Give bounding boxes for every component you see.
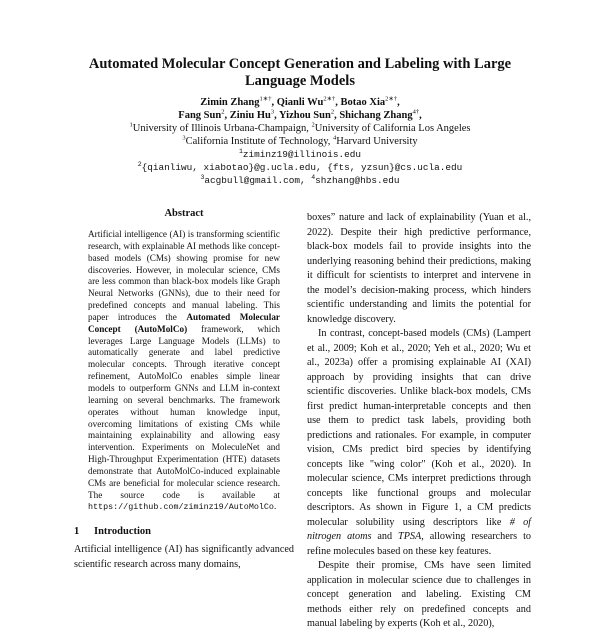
left-column bbox=[74, 208, 294, 572]
author-sup: 1∗† bbox=[259, 95, 272, 103]
section-title: Introduction bbox=[94, 526, 151, 538]
intro-paragraph: Artificial intelligence (AI) has significantly advanced scientific research across many domains, bbox=[74, 544, 294, 570]
affiliation-line-1: $^1$University of Illinois Urbana-Champaign, $^2$University of California Los Angeles bbox=[129, 121, 471, 134]
author-name: Ziniu Hu bbox=[229, 110, 271, 121]
abstract-heading: Abstract bbox=[164, 208, 204, 219]
author-name: Fang Sun bbox=[178, 110, 222, 121]
authors-line-1: Zimin Zhang$^{1∗\dagger}$, Qianli $Wu^{2∗\dagger}$, Botao Xia$^{2∗\dagger}$, bbox=[200, 95, 400, 108]
body-paragraph: In contrast, concept-based models (CMs) (Lampert et al., 2009; Koh et al., 2020; Yeh et al., 2020; Wu et al., 2023a) offer a promising explainable AI (XAI) approach by providing insights that can drive scientific discoveries. Unlike black-box models, CMs first predict human-interpretable concepts and then use them to predict task labels, providing both predictions and rationales. For example, in computer vision, CMs predict bird species by identifying concepts like "wing color" (Koh et al., 2020). In molecular science, CMs interpret predictions through concepts like functional groups and molecular descriptors. As shown in Figure 1, a CM predicts molecular solubility using descriptors like # of nitrogen atoms and TPSA, allowing researchers to refine molecules based on these key features. bbox=[307, 328, 532, 557]
email-line-2: $^2${qianliwu, xiabotao}@g.ucla.edu, {fts, yzsun}@cs.ucla.edu bbox=[137, 160, 463, 173]
author-name: Qianli Wu bbox=[276, 97, 324, 108]
affiliation-line-2: $^3$California Institute of Technology, $^4$Harvard University bbox=[182, 134, 418, 147]
source-code-link[interactable]: https://github.com/ziminz19/AutoMolCo bbox=[88, 502, 274, 513]
authors-line-2: Fang Sun$^2$, Ziniu Hu$^3$, Yizhou Sun$^2$, Shichang Zhang$^{4\dagger}$, bbox=[178, 108, 422, 121]
author-list bbox=[60, 96, 540, 122]
section-heading bbox=[74, 526, 294, 537]
author-sup: 2∗† bbox=[323, 95, 336, 103]
email-line-1: $^1$ziminz19@illinois.edu bbox=[238, 147, 362, 160]
section-number: 1 bbox=[74, 526, 80, 538]
author-name: Zimin Zhang bbox=[200, 97, 260, 108]
author-name: Yizhou Sun bbox=[278, 110, 331, 121]
author-name: Shichang Zhang bbox=[339, 110, 413, 121]
right-column bbox=[307, 211, 531, 632]
author-sup: 4† bbox=[412, 108, 420, 116]
paper-header bbox=[60, 56, 540, 187]
framework-name: Automated Molecular Concept (AutoMolCo) bbox=[88, 311, 281, 334]
author-sup: 3 bbox=[270, 108, 275, 116]
body-paragraph: Despite their promise, CMs have seen limited application in molecular science due to challenges in concept generation and labeling. Existing CM methods either rely on predefined concepts and manual labeling by experts (Koh et al., 2020), bbox=[307, 560, 531, 629]
email-line-3: $^3$acgbull@gmail.com, $^4$shzhang@hbs.edu bbox=[200, 173, 400, 186]
author-sup: 2∗† bbox=[385, 95, 398, 103]
body-paragraph: boxes” nature and lack of explainability (Yuan et al., 2022). Despite their high predictive performance, black-box models fail to provide insights into the underlying reasoning behind their predictions, making it difficult for scientists to interpret and intervene in the model’s decision-making process, which hinders scientific understanding and limits the potential for knowledge discovery. bbox=[307, 212, 531, 325]
author-name: Botao Xia bbox=[340, 97, 386, 108]
paper-title: Automated Molecular Concept Generation and Labeling with Large Language Models bbox=[88, 56, 512, 89]
author-sup: 2 bbox=[330, 108, 335, 116]
abstract-body: Artificial intelligence (AI) is transforming scientific research, with explainable AI methods like concept-based models (CMs) showing promise for new discoveries. However, in molecular science, CMs are less common than black-box models like Graph Neural Networks (GNNs), due to their need for predefined concepts and manual labeling. This paper introduces the Automated Molecular Concept (AutoMolCo) framework, which leverages Large Language Models (LLMs) to automatically generate and label predictive molecular concepts. Through iterative concept refinement, AutoMolCo enables simple linear models to outperform GNNs and LLM in-context learning on several benchmarks. The framework operates without human knowledge input, overcoming limitations of existing CMs while maintaining explainability and allowing easy intervention. Experiments on MoleculeNet and High-Throughput Experimentation (HTE) datasets demonstrate that AutoMolCo-induced explainable CMs are beneficial for molecular science research. The source code is available at https://github.com/ziminz19/AutoMolCo. bbox=[88, 229, 281, 513]
author-sup: 2 bbox=[221, 108, 225, 116]
